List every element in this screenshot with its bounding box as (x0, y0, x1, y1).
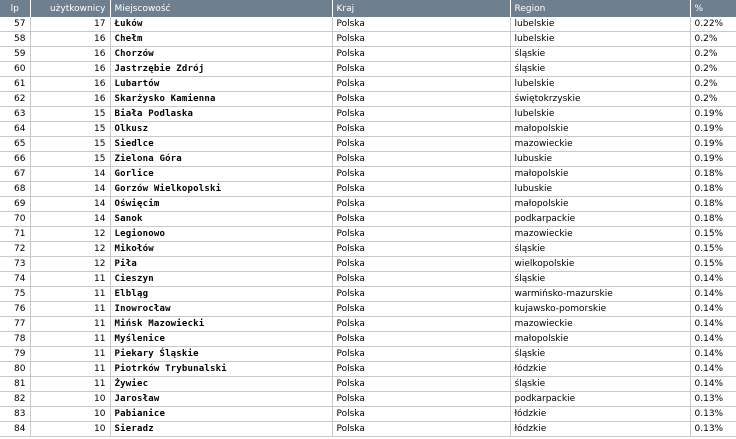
table-header (0, 0, 736, 17)
cell-region: łódzkie (510, 362, 690, 377)
table-row (0, 287, 736, 302)
table-row (0, 62, 736, 77)
cell-region: warmińsko-mazurskie (510, 287, 690, 302)
cell-region: małopolskie (510, 167, 690, 182)
cell-lp: 61 (0, 77, 30, 92)
cell-percent: 0.2% (690, 77, 736, 92)
table-row (0, 77, 736, 92)
cell-lp: 70 (0, 212, 30, 227)
cell-users: 14 (30, 212, 110, 227)
table-row (0, 227, 736, 242)
cell-country: Polska (332, 362, 510, 377)
cell-country: Polska (332, 272, 510, 287)
cell-country: Polska (332, 257, 510, 272)
table-body (0, 17, 736, 437)
cell-percent: 0.18% (690, 212, 736, 227)
cell-region: śląskie (510, 62, 690, 77)
cell-lp: 68 (0, 182, 30, 197)
table-row (0, 47, 736, 62)
cell-percent: 0.18% (690, 197, 736, 212)
cell-city: Jastrzębie Zdrój (110, 62, 332, 77)
cell-percent: 0.15% (690, 242, 736, 257)
table-row (0, 362, 736, 377)
cell-percent: 0.2% (690, 62, 736, 77)
table-row (0, 272, 736, 287)
cell-region: mazowieckie (510, 137, 690, 152)
cell-percent: 0.18% (690, 167, 736, 182)
cell-percent: 0.14% (690, 272, 736, 287)
cell-region: lubelskie (510, 77, 690, 92)
cell-percent: 0.15% (690, 227, 736, 242)
cell-lp: 82 (0, 392, 30, 407)
cell-users: 11 (30, 347, 110, 362)
table-row (0, 92, 736, 107)
cell-region: małopolskie (510, 122, 690, 137)
cell-percent: 0.19% (690, 107, 736, 122)
cell-city: Mikołów (110, 242, 332, 257)
cell-lp: 72 (0, 242, 30, 257)
cell-city: Zielona Góra (110, 152, 332, 167)
cell-percent: 0.15% (690, 257, 736, 272)
cell-city: Legionowo (110, 227, 332, 242)
cell-users: 11 (30, 302, 110, 317)
cell-users: 10 (30, 407, 110, 422)
cell-lp: 62 (0, 92, 30, 107)
table-row (0, 137, 736, 152)
cell-lp: 57 (0, 17, 30, 32)
cell-city: Lubartów (110, 77, 332, 92)
cell-lp: 65 (0, 137, 30, 152)
cell-city: Piła (110, 257, 332, 272)
cell-lp: 83 (0, 407, 30, 422)
cell-percent: 0.2% (690, 92, 736, 107)
cell-country: Polska (332, 212, 510, 227)
table-row (0, 182, 736, 197)
cell-users: 15 (30, 152, 110, 167)
cell-region: śląskie (510, 377, 690, 392)
cell-lp: 74 (0, 272, 30, 287)
cell-users: 11 (30, 362, 110, 377)
cell-country: Polska (332, 302, 510, 317)
cell-city: Inowrocław (110, 302, 332, 317)
cell-city: Jarosław (110, 392, 332, 407)
cell-country: Polska (332, 92, 510, 107)
cell-region: kujawsko-pomorskie (510, 302, 690, 317)
cell-lp: 81 (0, 377, 30, 392)
table-row (0, 422, 736, 437)
cell-region: lubelskie (510, 107, 690, 122)
cell-country: Polska (332, 242, 510, 257)
table-row (0, 152, 736, 167)
table-row (0, 257, 736, 272)
cell-lp: 64 (0, 122, 30, 137)
cell-users: 17 (30, 17, 110, 32)
cell-region: lubuskie (510, 152, 690, 167)
cell-city: Biała Podlaska (110, 107, 332, 122)
cell-users: 11 (30, 332, 110, 347)
cell-percent: 0.18% (690, 182, 736, 197)
cell-region: wielkopolskie (510, 257, 690, 272)
cell-users: 16 (30, 47, 110, 62)
cell-country: Polska (332, 47, 510, 62)
cell-percent: 0.14% (690, 287, 736, 302)
cell-lp: 78 (0, 332, 30, 347)
cell-lp: 66 (0, 152, 30, 167)
table-row (0, 197, 736, 212)
column-header-region[interactable]: Region (510, 0, 690, 17)
cell-country: Polska (332, 137, 510, 152)
cell-country: Polska (332, 317, 510, 332)
cell-region: lubelskie (510, 17, 690, 32)
cell-city: Cieszyn (110, 272, 332, 287)
cell-country: Polska (332, 17, 510, 32)
cell-users: 11 (30, 287, 110, 302)
table-row (0, 407, 736, 422)
cell-users: 16 (30, 77, 110, 92)
cell-users: 10 (30, 422, 110, 437)
cell-users: 11 (30, 272, 110, 287)
cell-city: Pabianice (110, 407, 332, 422)
cell-city: Chorzów (110, 47, 332, 62)
cell-city: Myślenice (110, 332, 332, 347)
cell-users: 12 (30, 257, 110, 272)
cell-percent: 0.14% (690, 332, 736, 347)
cell-region: śląskie (510, 242, 690, 257)
cell-city: Olkusz (110, 122, 332, 137)
header-row (0, 0, 736, 17)
table-row (0, 392, 736, 407)
table-row (0, 32, 736, 47)
cell-lp: 71 (0, 227, 30, 242)
cell-country: Polska (332, 332, 510, 347)
cell-country: Polska (332, 422, 510, 437)
cell-region: lubuskie (510, 182, 690, 197)
cell-users: 15 (30, 122, 110, 137)
cell-lp: 76 (0, 302, 30, 317)
cell-region: małopolskie (510, 197, 690, 212)
cell-lp: 69 (0, 197, 30, 212)
cell-lp: 73 (0, 257, 30, 272)
cell-region: lubelskie (510, 32, 690, 47)
cell-city: Chełm (110, 32, 332, 47)
cell-percent: 0.19% (690, 122, 736, 137)
cell-region: podkarpackie (510, 212, 690, 227)
cell-country: Polska (332, 287, 510, 302)
cell-region: mazowieckie (510, 227, 690, 242)
cell-region: łódzkie (510, 407, 690, 422)
table-row (0, 332, 736, 347)
cell-percent: 0.19% (690, 152, 736, 167)
cell-region: śląskie (510, 272, 690, 287)
table-row (0, 242, 736, 257)
cell-region: śląskie (510, 347, 690, 362)
table-row (0, 347, 736, 362)
cell-percent: 0.2% (690, 32, 736, 47)
cell-lp: 79 (0, 347, 30, 362)
cell-users: 12 (30, 242, 110, 257)
cell-users: 14 (30, 167, 110, 182)
cell-country: Polska (332, 182, 510, 197)
column-header-country[interactable]: Kraj (332, 0, 510, 17)
table-row (0, 17, 736, 32)
cell-city: Oświęcim (110, 197, 332, 212)
cell-city: Żywiec (110, 377, 332, 392)
cell-users: 14 (30, 197, 110, 212)
cell-city: Łuków (110, 17, 332, 32)
table-row (0, 317, 736, 332)
cell-percent: 0.13% (690, 407, 736, 422)
cell-country: Polska (332, 122, 510, 137)
column-header-users[interactable]: użytkownicy (30, 0, 110, 17)
cell-country: Polska (332, 347, 510, 362)
cell-users: 15 (30, 107, 110, 122)
cell-country: Polska (332, 62, 510, 77)
cell-users: 12 (30, 227, 110, 242)
cell-country: Polska (332, 77, 510, 92)
cell-city: Sieradz (110, 422, 332, 437)
cell-lp: 84 (0, 422, 30, 437)
cell-users: 16 (30, 32, 110, 47)
cell-region: małopolskie (510, 332, 690, 347)
cell-lp: 80 (0, 362, 30, 377)
column-header-percent[interactable]: % (690, 0, 736, 17)
table-row (0, 212, 736, 227)
cell-country: Polska (332, 227, 510, 242)
cell-country: Polska (332, 107, 510, 122)
cell-country: Polska (332, 152, 510, 167)
cell-users: 10 (30, 392, 110, 407)
cell-city: Sanok (110, 212, 332, 227)
cell-users: 11 (30, 317, 110, 332)
cell-city: Siedlce (110, 137, 332, 152)
cell-city: Skarżysko Kamienna (110, 92, 332, 107)
cell-percent: 0.19% (690, 137, 736, 152)
table-row (0, 167, 736, 182)
table-row (0, 107, 736, 122)
cell-city: Gorzów Wielkopolski (110, 182, 332, 197)
cell-users: 15 (30, 137, 110, 152)
cell-users: 16 (30, 92, 110, 107)
cell-region: śląskie (510, 47, 690, 62)
cell-country: Polska (332, 407, 510, 422)
cell-lp: 59 (0, 47, 30, 62)
table-row (0, 302, 736, 317)
cell-percent: 0.2% (690, 47, 736, 62)
cell-city: Gorlice (110, 167, 332, 182)
cell-percent: 0.14% (690, 377, 736, 392)
column-header-lp[interactable]: lp (0, 0, 30, 17)
cell-users: 14 (30, 182, 110, 197)
cell-percent: 0.14% (690, 317, 736, 332)
cell-region: łódzkie (510, 422, 690, 437)
cell-region: świętokrzyskie (510, 92, 690, 107)
cell-users: 16 (30, 62, 110, 77)
table-row (0, 377, 736, 392)
cell-region: mazowieckie (510, 317, 690, 332)
cell-city: Piekary Śląskie (110, 347, 332, 362)
cell-lp: 63 (0, 107, 30, 122)
cell-lp: 75 (0, 287, 30, 302)
cell-lp: 58 (0, 32, 30, 47)
cell-percent: 0.14% (690, 362, 736, 377)
cell-city: Elbląg (110, 287, 332, 302)
cell-country: Polska (332, 32, 510, 47)
cell-percent: 0.14% (690, 302, 736, 317)
cell-city: Piotrków Trybunalski (110, 362, 332, 377)
cell-lp: 67 (0, 167, 30, 182)
cell-percent: 0.13% (690, 422, 736, 437)
cell-city: Mińsk Mazowiecki (110, 317, 332, 332)
cell-country: Polska (332, 392, 510, 407)
cell-region: podkarpackie (510, 392, 690, 407)
cell-country: Polska (332, 197, 510, 212)
cell-percent: 0.14% (690, 347, 736, 362)
cell-lp: 60 (0, 62, 30, 77)
table-row (0, 122, 736, 137)
cell-percent: 0.22% (690, 17, 736, 32)
cell-country: Polska (332, 167, 510, 182)
cell-country: Polska (332, 377, 510, 392)
cell-percent: 0.13% (690, 392, 736, 407)
cell-users: 11 (30, 377, 110, 392)
column-header-city[interactable]: Miejscowość (110, 0, 332, 17)
cell-lp: 77 (0, 317, 30, 332)
